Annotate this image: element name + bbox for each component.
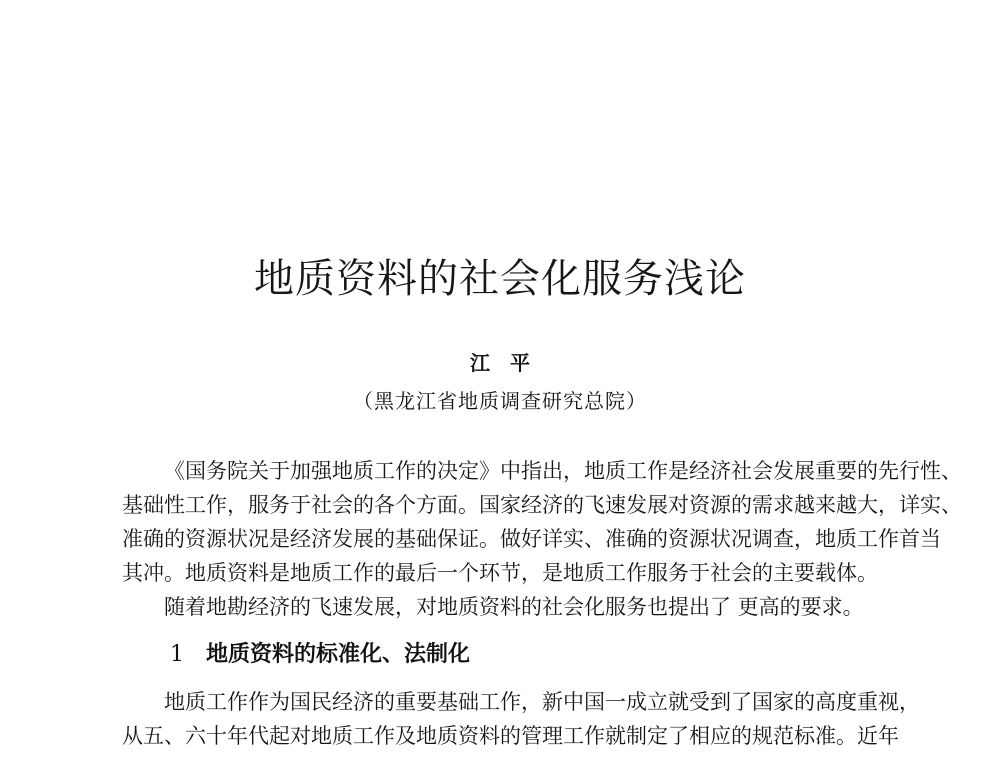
page-title: 地质资料的社会化服务浅论 — [254, 256, 746, 302]
paragraph-1-line-1: 《国务院关于加强地质工作的决定》中指出，地质工作是经济社会发展重要的先行性、 — [164, 459, 962, 483]
paragraph-3-line-1: 地质工作作为国民经济的重要基础工作，新中国一成立就受到了国家的高度重视， — [164, 690, 920, 714]
paragraph-1-line-3: 准确的资源状况是经济发展的基础保证。做好详实、准确的资源状况调查，地质工作首当 — [122, 527, 941, 551]
paragraph-1-line-2: 基础性工作，服务于社会的各个方面。国家经济的飞速发展对资源的需求越来越大，详实、 — [122, 493, 962, 517]
section-heading — [170, 640, 470, 670]
section-title: 地质资料的标准化、法制化 — [206, 642, 471, 667]
paragraph-2: 随着地勘经济的飞速发展，对地质资料的社会化服务也提出了 更高的要求。 — [164, 595, 864, 619]
paragraph-1-line-4: 其冲。地质资料是地质工作的最后一个环节，是地质工作服务于社会的主要载体。 — [122, 561, 878, 585]
author-affiliation: （黑龙江省地质调查研究总院） — [353, 389, 647, 413]
paragraph-3-line-2: 从五、六十年代起对地质工作及地质资料的管理工作就制定了相应的规范标准。近年 — [122, 724, 899, 748]
section-number: 1 — [170, 642, 184, 667]
author-name: 江 平 — [470, 351, 530, 375]
